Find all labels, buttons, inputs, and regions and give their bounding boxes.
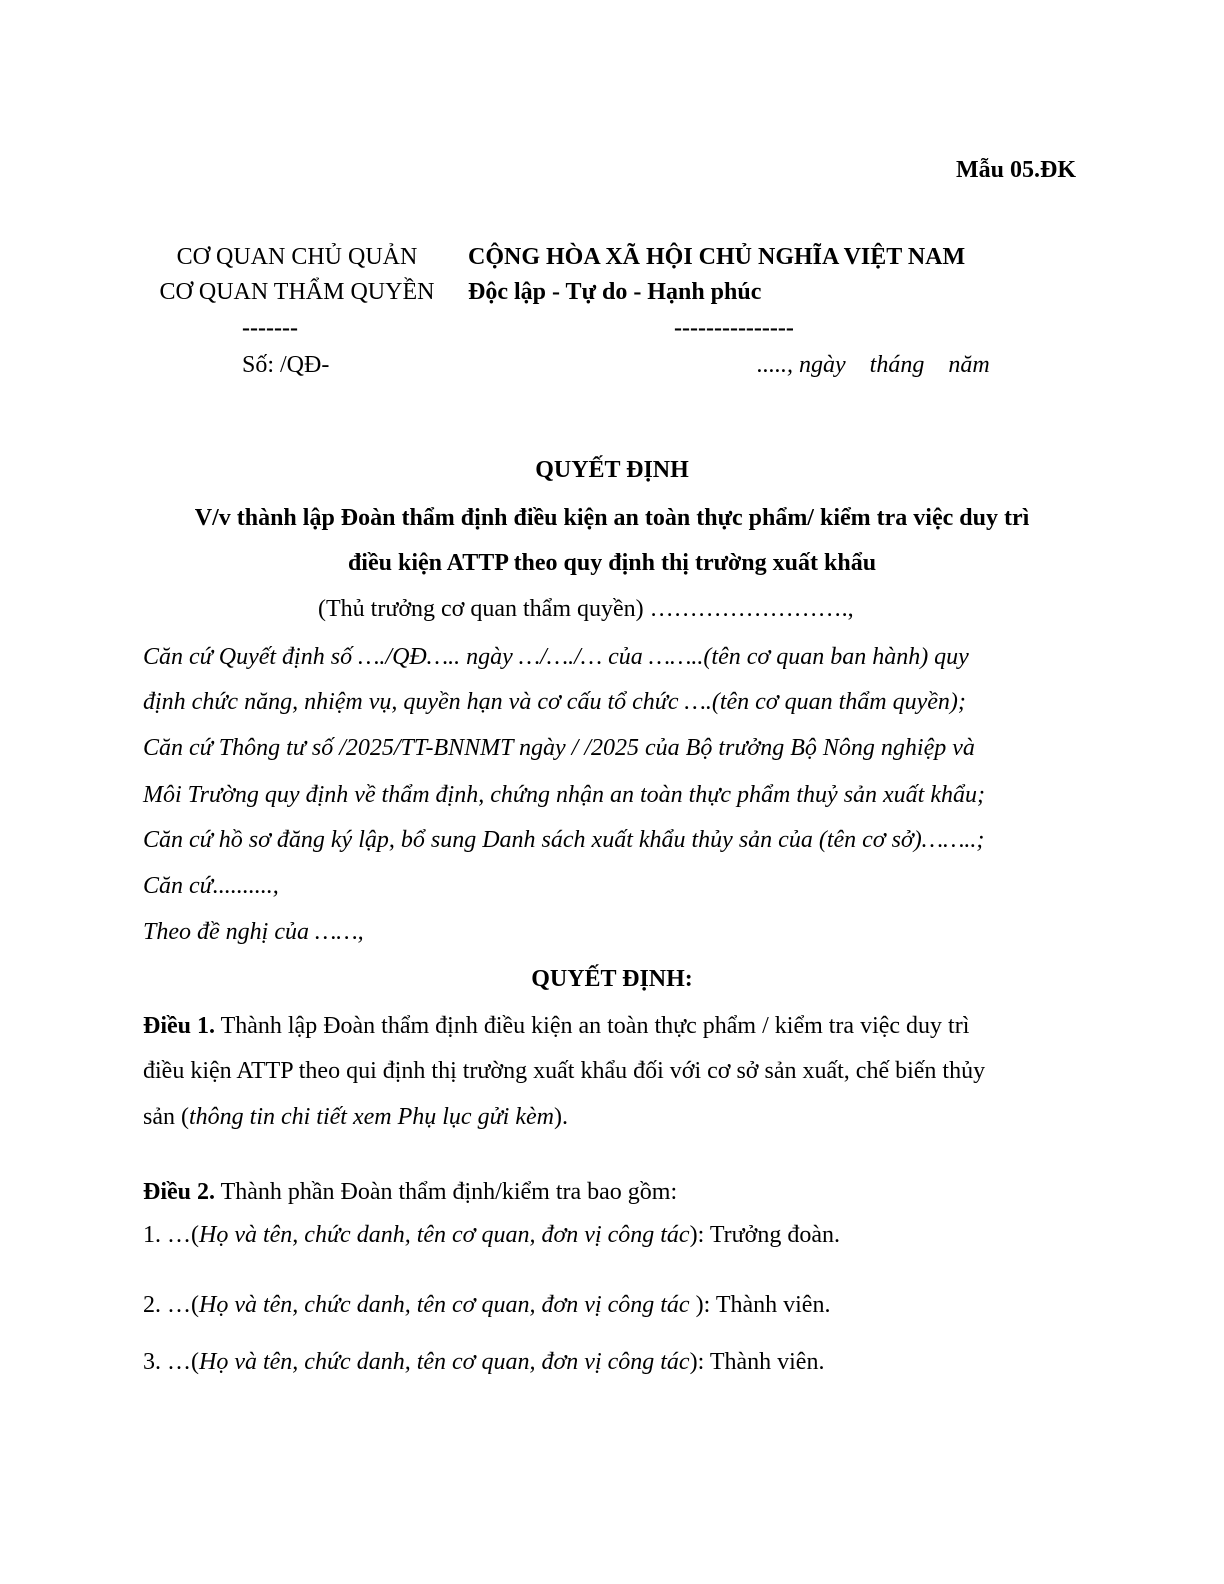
article-2-label: Điều 2. bbox=[143, 1179, 215, 1205]
decision-heading: QUYẾT ĐỊNH: bbox=[531, 966, 693, 992]
article-1-line: điều kiện ATTP theo qui định thị trường xuất khẩu đối với cơ sở sản xuất, chế biến thủy bbox=[143, 1058, 986, 1084]
article-2-line bbox=[143, 1177, 677, 1207]
member-item bbox=[143, 1290, 830, 1320]
basis-line: Môi Trường quy định về thẩm định, chứng nhận an toàn thực phẩm thuỷ sản xuất khẩu; bbox=[143, 782, 985, 808]
member-item bbox=[143, 1347, 824, 1377]
article-2-text: Thành phần Đoàn thẩm định/kiểm tra bao gồm: bbox=[215, 1179, 678, 1205]
member-placeholder: Họ và tên, chức danh, tên cơ quan, đơn vị công tác bbox=[199, 1222, 690, 1248]
national-title: CỘNG HÒA XÃ HỘI CHỦ NGHĨA VIỆT NAM bbox=[468, 244, 966, 270]
date-line: ....., ngày tháng năm bbox=[757, 352, 990, 378]
member-role: ): Thành viên. bbox=[689, 1349, 825, 1375]
subject-line-2: điều kiện ATTP theo quy định thị trường xuất khẩu bbox=[347, 550, 877, 576]
basis-line: Căn cứ.........., bbox=[143, 873, 279, 899]
governing-agency: CƠ QUAN CHỦ QUẢN bbox=[176, 244, 418, 270]
member-placeholder: Họ và tên, chức danh, tên cơ quan, đơn vị công tác bbox=[199, 1292, 696, 1318]
basis-line: Căn cứ Thông tư số /2025/TT-BNNMT ngày / /2025 của Bộ trưởng Bộ Nông nghiệp và bbox=[143, 735, 975, 761]
subject-line-1: V/v thành lập Đoàn thẩm định điều kiện an toàn thực phẩm/ kiểm tra việc duy trì bbox=[194, 505, 1030, 531]
document-title: QUYẾT ĐỊNH bbox=[535, 457, 689, 483]
basis-line: định chức năng, nhiệm vụ, quyền hạn và cơ cấu tổ chức ….(tên cơ quan thẩm quyền); bbox=[143, 689, 966, 715]
member-role: ): Trưởng đoàn. bbox=[689, 1222, 840, 1248]
article-1-text: Thành lập Đoàn thẩm định điều kiện an toàn thực phẩm / kiểm tra việc duy trì bbox=[215, 1013, 970, 1039]
left-divider: ------- bbox=[242, 315, 298, 341]
article-1-line bbox=[143, 1011, 969, 1041]
basis-line: Căn cứ hồ sơ đăng ký lập, bổ sung Danh sách xuất khẩu thủy sản của (tên cơ sở)……..; bbox=[143, 827, 985, 853]
right-divider: --------------- bbox=[674, 315, 794, 341]
member-placeholder: Họ và tên, chức danh, tên cơ quan, đơn vị công tác bbox=[199, 1349, 690, 1375]
form-code: Mẫu 05.ĐK bbox=[956, 157, 1076, 183]
document-number: Số: /QĐ- bbox=[242, 352, 330, 378]
basis-line: Theo đề nghị của ……, bbox=[143, 919, 364, 945]
article-1-text: sản ( bbox=[143, 1104, 189, 1130]
appendix-note: thông tin chi tiết xem Phụ lục gửi kèm bbox=[188, 1104, 554, 1130]
basis-line: Căn cứ Quyết định số …./QĐ….. ngày …/…./… của ……..(tên cơ quan ban hành) quy bbox=[143, 644, 969, 670]
member-number: 2. …( bbox=[143, 1292, 199, 1318]
article-1-label: Điều 1. bbox=[143, 1013, 215, 1039]
member-role: ): Thành viên. bbox=[695, 1292, 831, 1318]
national-motto: Độc lập - Tự do - Hạnh phúc bbox=[468, 279, 762, 305]
member-item bbox=[143, 1220, 840, 1250]
article-1-line bbox=[143, 1102, 568, 1132]
member-number: 3. …( bbox=[143, 1349, 199, 1375]
member-number: 1. …( bbox=[143, 1222, 199, 1248]
issuing-authority: (Thủ trưởng cơ quan thẩm quyền) ……………………., bbox=[318, 596, 854, 622]
article-1-text: ). bbox=[553, 1104, 568, 1130]
competent-authority: CƠ QUAN THẨM QUYỀN bbox=[159, 279, 435, 305]
